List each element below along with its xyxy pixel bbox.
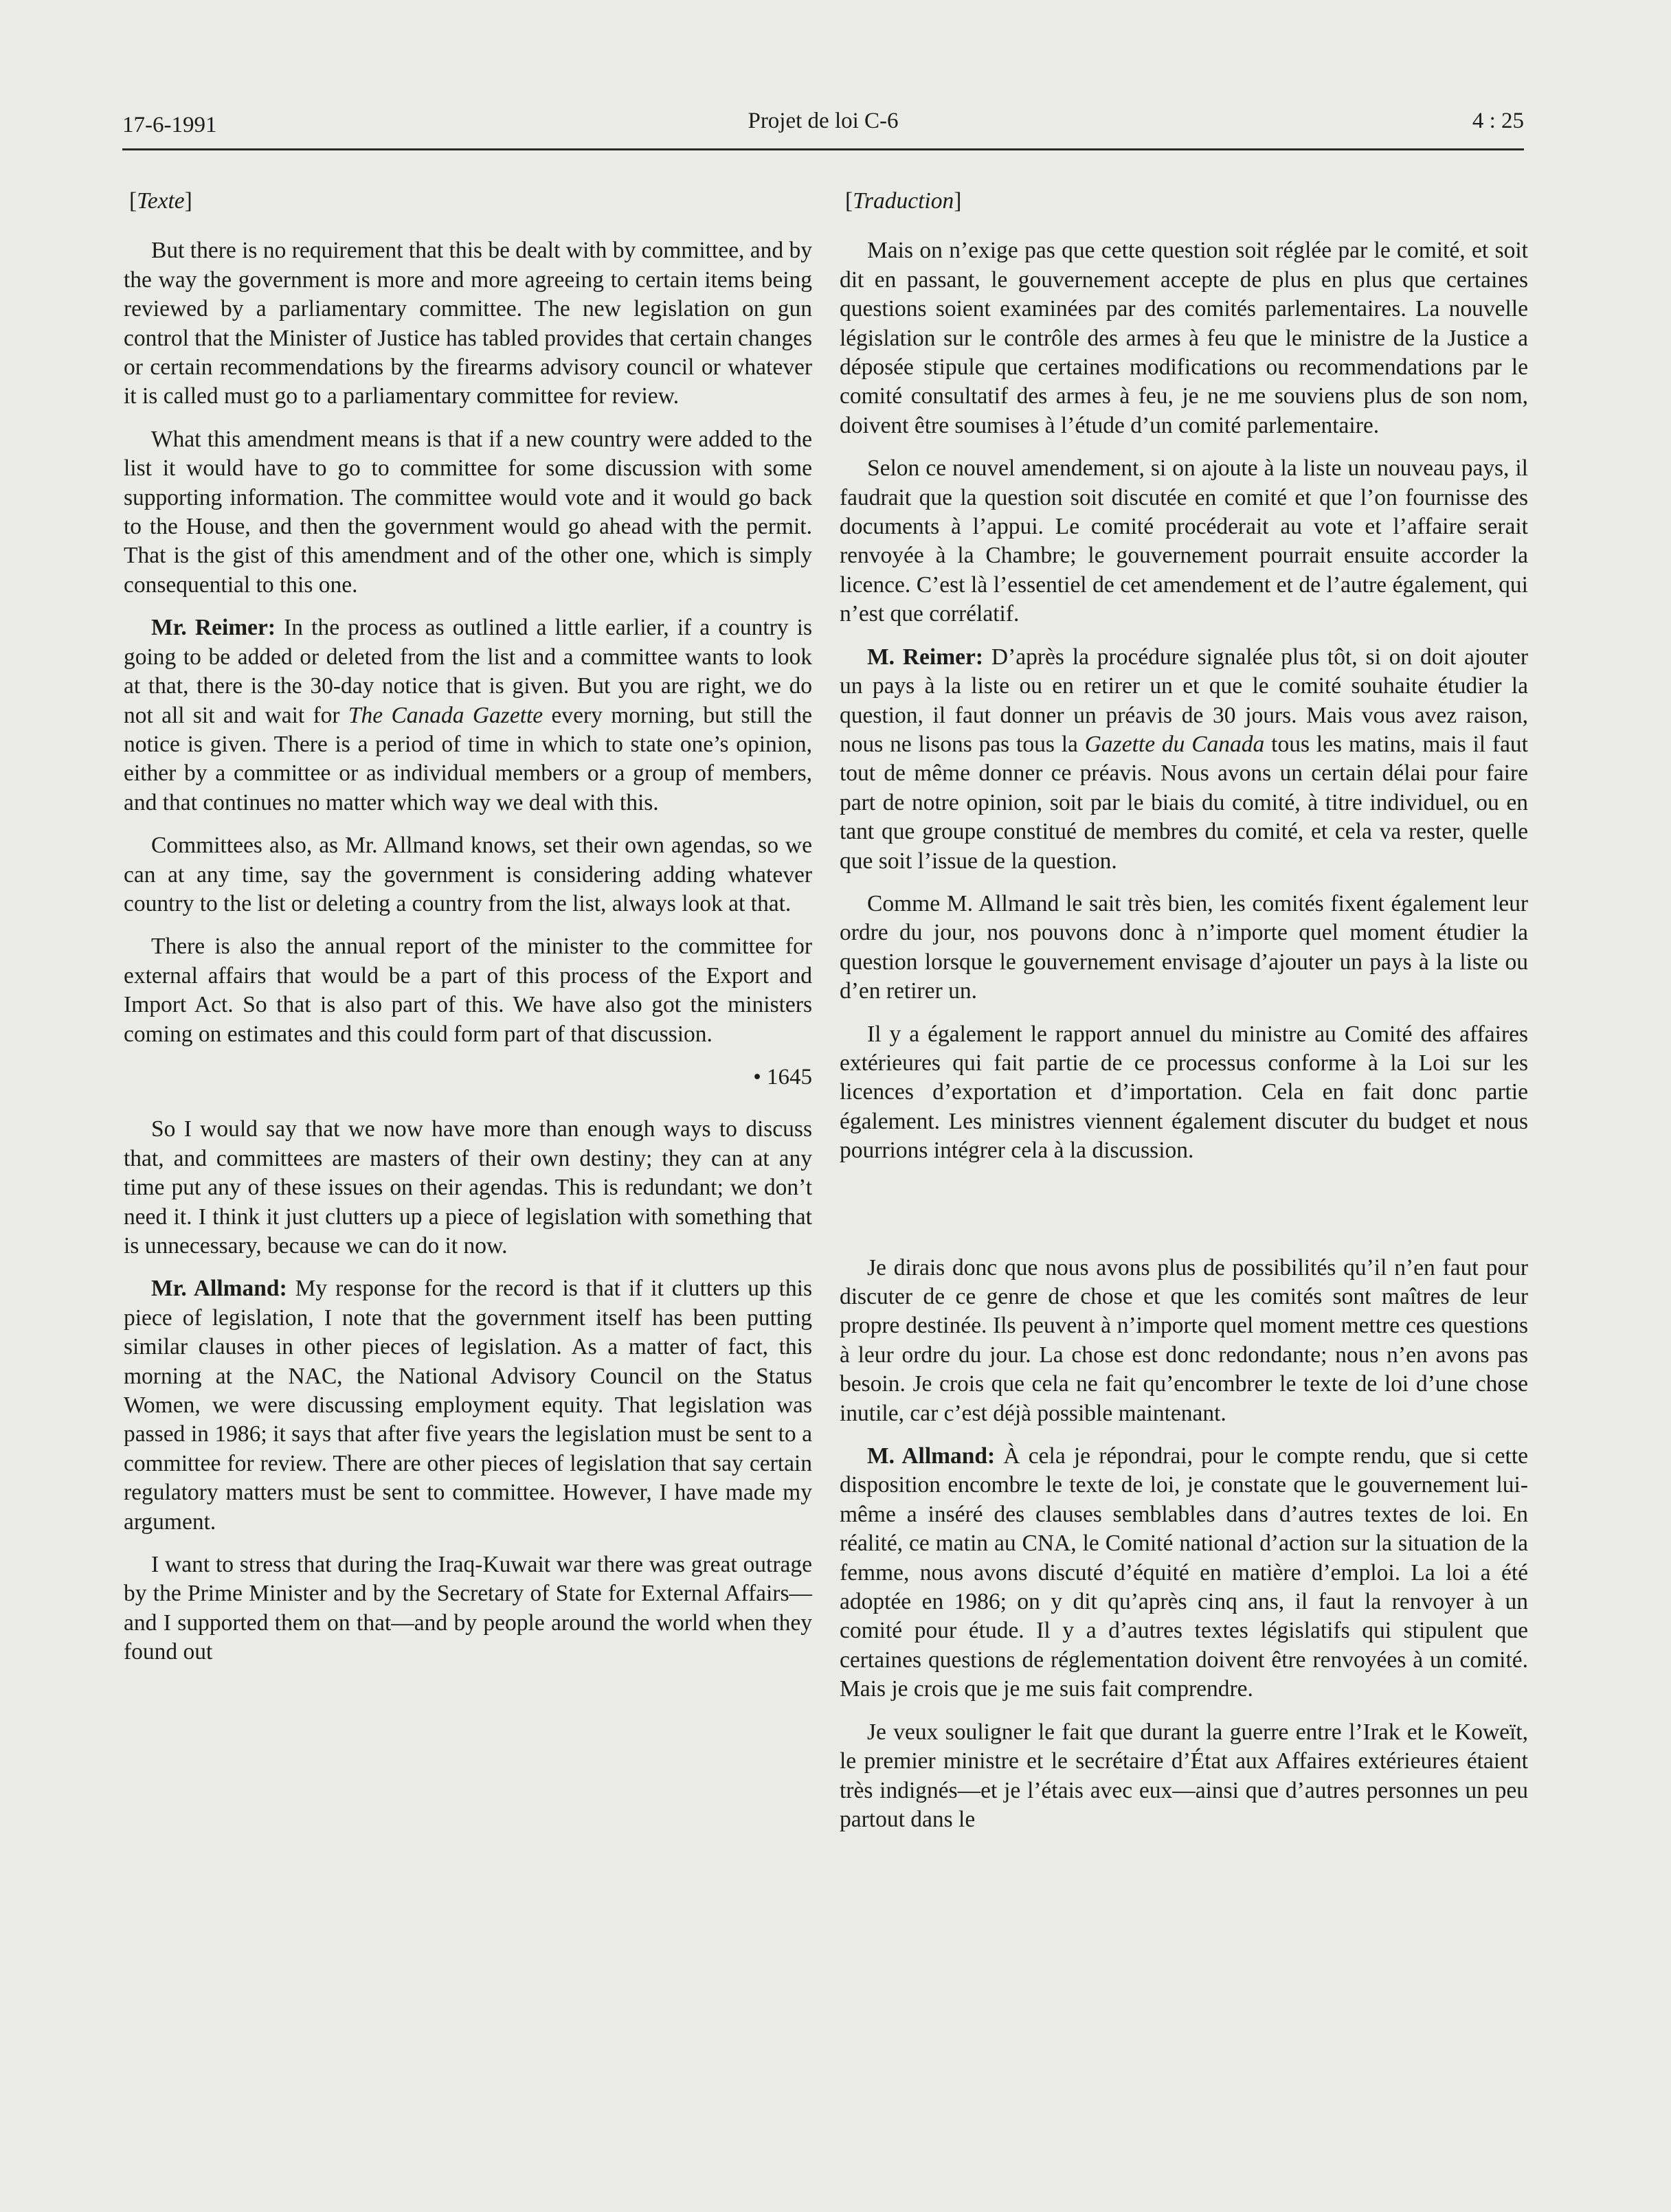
french-paragraph: Je veux souligner le fait que durant la guerre entre l’Irak et le Koweït, le premier ministre et le secrétaire d’État aux Affaires extérieures étaient très indignés—et je l’étais avec eux—ainsi que d’autres personnes un peu partout dans le bbox=[840, 1719, 1528, 1832]
english-paragraph: So I would say that we now have more than enough ways to discuss that, and committees are masters of their own destiny; they can at any time put any of these issues on their agendas. This is redundant; we don’t need it. I think it just clutters up a piece of legislation with something that is unnecessary, because we can do it now. bbox=[124, 1116, 812, 1259]
header-page-number: 4 : 25 bbox=[1472, 109, 1524, 133]
speaker-name: Mr. Allmand: bbox=[151, 1276, 287, 1302]
speaker-name: M. Allmand: bbox=[867, 1443, 996, 1469]
speaker-name: Mr. Reimer: bbox=[151, 615, 276, 641]
french-paragraph: Je dirais donc que nous avons plus de possibilités qu’il n’en faut pour discuter de ce genre de chose et que les comités sont maîtres de leur propre destinée. Ils peuvent à n’importe quel moment mettre ces questions à leur ordre du jour. La chose est donc redondante; nous n’en avons pas besoin. Je crois que cela ne fait qu’encombrer le texte de loi d’une chose inutile, car c’est déjà possible maintenant. bbox=[840, 1254, 1528, 1426]
page-header bbox=[122, 107, 1524, 150]
french-paragraph: Selon ce nouvel amendement, si on ajoute à la liste un nouveau pays, il faudrait que la question soit discutée en comité et que l’on fournisse des documents à l’appui. Le comité procéderait au vote et l’affaire serait renvoyée à la Chambre; le gouvernement pourrait ensuite accorder la licence. C’est là l’essentiel de cet amendement et de l’autre également, qui n’est que corrélatif. bbox=[840, 455, 1528, 627]
header-date: 17-6-1991 bbox=[122, 113, 217, 137]
english-paragraph: Committees also, as Mr. Allmand knows, set their own agendas, so we can at any time, say the government is considering adding whatever country to the list or deleting a country from the list, always look at that. bbox=[124, 833, 812, 916]
english-paragraph: Mr. Reimer: In the process as outlined a little earlier, if a country is going to be added or deleted from the list and a committee wants to look at that, there is the 30-day notice that is given. But you are right, we do not all sit and wait for The Canada Gazette every morning, but still the notice is given. There is a period of time in which to state one’s opinion, either by a committee or as individual members or a group of members, and that continues no matter which way we deal with this. bbox=[124, 615, 813, 815]
english-paragraph: There is also the annual report of the minister to the committee for external affairs that would be a part of this process of the Export and Import Act. So that is also part of this. We have also got the ministers coming on estimates and this could form part of that discussion. bbox=[124, 934, 812, 1047]
french-paragraph: M. Reimer: D’après la procédure signalée plus tôt, si on doit ajouter un pays à la liste ou en retirer un et que le comité souhaite étudier la question, il faut donner un préavis de 30 jours. Mais vous avez raison, nous ne lisons pas tous la Gazette du Canada tous les matins, mais il faut tout de même donner ce préavis. Nous avons un certain délai pour faire part de notre opinion, soit par le biais du comité, à titre individuel, ou en tant que groupe constitué de membres du comité, et cela va rester, quelle que soit l’issue de la question. bbox=[840, 644, 1529, 874]
english-column-label: [Texte] bbox=[129, 188, 192, 214]
french-paragraph: Comme M. Allmand le sait très bien, les comités fixent également leur ordre du jour, nos pouvons donc à n’importe quel moment étudier la question lorsque le gouvernement envisage d’ajouter un pays à la liste ou d’en retirer un. bbox=[840, 890, 1528, 1004]
french-paragraph: Il y a également le rapport annuel du ministre au Comité des affaires extérieures qui fait partie de ce processus conforme à la Loi sur les licences d’exportation et d’importation. Cela en fait donc partie également. Les ministres viennent également discuter du budget et nous pourrions intégrer cela à la discussion. bbox=[840, 1021, 1528, 1164]
english-column bbox=[124, 187, 812, 1681]
english-paragraph: What this amendment means is that if a new country were added to the list it would have to go to committee for some discussion with some supporting information. The committee would vote and it would go back to the House, and then the government would go ahead with the permit. That is the gist of this amendment and of the other one, which is simply consequential to this one. bbox=[124, 426, 812, 598]
header-title: Projet de loi C-6 bbox=[748, 109, 899, 133]
french-paragraph: M. Allmand: À cela je répondrai, pour le compte rendu, que si cette disposition encombre le texte de loi, je constate que le gouvernement lui-même a inséré des clauses semblables dans d’autres textes de loi. En réalité, ce matin au CNA, le Comité national d’action sur la situation de la femme, nous avons discuté d’équité en matière d’emploi. La loi a été adoptée en 1986; on y dit qu’après cinq ans, il faut la renvoyer à un comité pour étude. Il y a d’autres textes législatifs qui stipulent que certaines questions de réglementation doivent être renvoyées à un comité. Mais je crois que je me suis fait comprendre. bbox=[840, 1443, 1528, 1702]
time-marker: • 1645 bbox=[753, 1064, 812, 1090]
english-paragraph: I want to stress that during the Iraq-Kuwait war there was great outrage by the Prime Minister and by the Secretary of State for External Affairs—and I supported them on that—and by people around the world when they found out bbox=[124, 1552, 812, 1665]
english-paragraph: Mr. Allmand: My response for the record is that if it clutters up this piece of legislation, I note that the government itself has been putting similar clauses in other pieces of legislation. As a matter of fact, this morning at the NAC, the National Advisory Council on the Status Women, we were discussing employment equity. That legislation was passed in 1986; it says that after five years the legislation must be sent to a committee for review. There are other pieces of legislation that say certain regulatory matters must be sent to committee. However, I have made my argument. bbox=[124, 1276, 813, 1535]
column-spacer bbox=[840, 1180, 1528, 1254]
publication-title: The Canada Gazette bbox=[348, 702, 543, 728]
french-column bbox=[840, 187, 1528, 1848]
english-paragraph: But there is no requirement that this be dealt with by committee, and by the way the government is more and more agreeing to certain items being reviewed by a parliamentary committee. The new legislation on gun control that the Minister of Justice has tabled provides that certain changes or certain recommendations by the firearms advisory council or whatever it is called must go to a parliamentary committee for review. bbox=[124, 238, 812, 409]
french-column-label: [Traduction] bbox=[845, 188, 962, 214]
publication-title: Gazette du Canada bbox=[1084, 731, 1265, 757]
speaker-name: M. Reimer: bbox=[867, 644, 984, 670]
french-paragraph: Mais on n’exige pas que cette question soit réglée par le comité, et soit dit en passant, le gouvernement accepte de plus en plus que certaines questions soient examinées par des comités parlementaires. La nouvelle législation sur le contrôle des armes à feu que le ministre de la Justice a déposée stipule que certaines modifications ou recommendations par le comité consultatif des armes à feu, je ne me souviens plus de son nom, doivent être soumises à l’étude d’un comité parlementaire. bbox=[840, 238, 1528, 438]
